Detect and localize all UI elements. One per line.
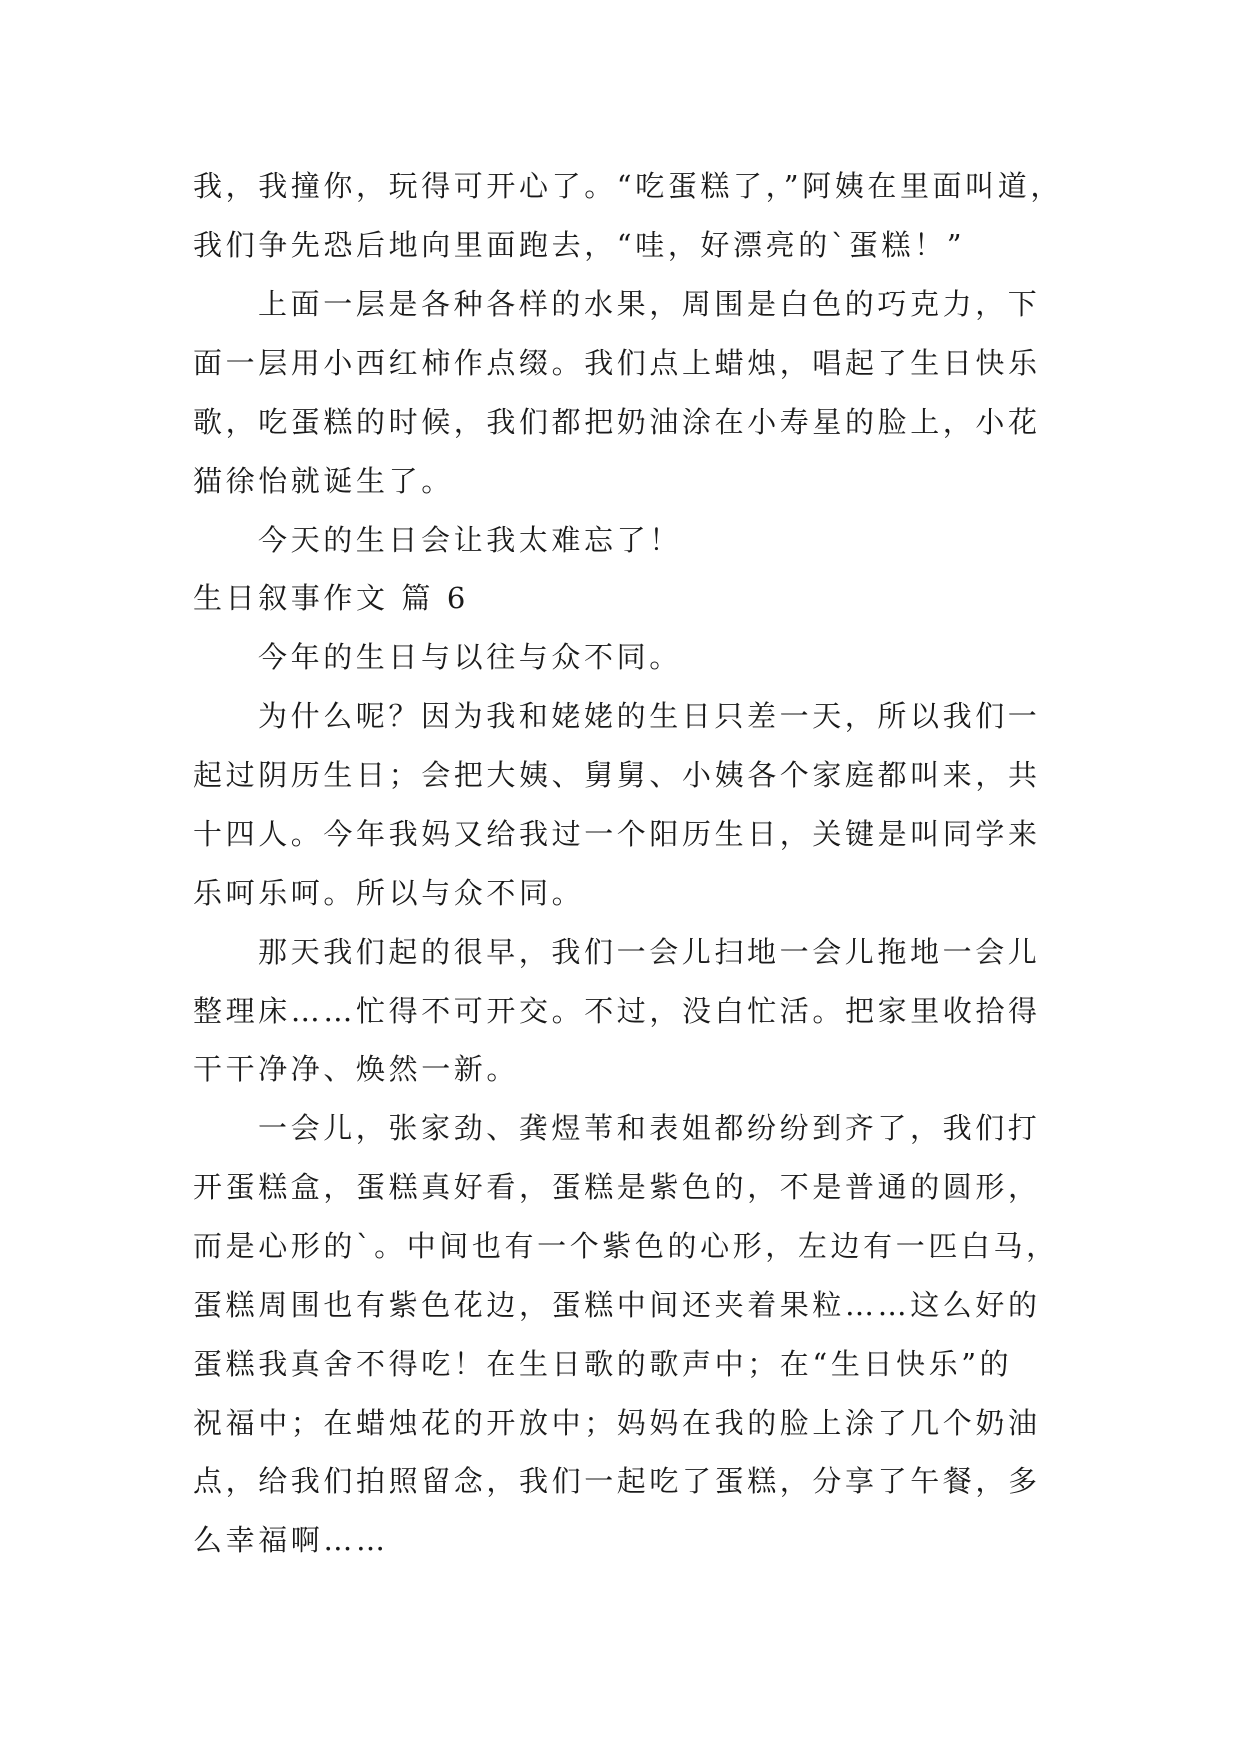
paragraph-start: 上面一层是各种各样的水果，周围是白色的巧克力，下 [258, 287, 1041, 321]
text-line: 我们争先恐后地向里面跑去，“哇，好漂亮的`蛋糕！” [193, 228, 966, 262]
text-line: 十四人。今年我妈又给我过一个阳历生日，关键是叫同学来 [193, 817, 1041, 851]
text-line: 乐呵乐呵。所以与众不同。 [193, 876, 585, 910]
text-line: 整理床……忙得不可开交。不过，没白忙活。把家里收拾得 [193, 994, 1041, 1028]
text-line: 蛋糕我真舍不得吃！在生日歌的歌声中；在“生日快乐”的 [193, 1347, 1013, 1381]
section-heading: 生日叙事作文 篇 6 [193, 581, 469, 615]
text-line: 面一层用小西红柿作点缀。我们点上蜡烛，唱起了生日快乐 [193, 346, 1041, 380]
text-line: 祝福中；在蜡烛花的开放中；妈妈在我的脸上涂了几个奶油 [193, 1406, 1041, 1440]
text-line: 猫徐怡就诞生了。 [193, 464, 454, 498]
text-line: 点，给我们拍照留念，我们一起吃了蛋糕，分享了午餐，多 [193, 1464, 1041, 1498]
text-line: 干干净净、焕然一新。 [193, 1052, 520, 1086]
text-line: 歌，吃蛋糕的时候，我们都把奶油涂在小寿星的脸上，小花 [193, 405, 1041, 439]
text-line: 而是心形的`。中间也有一个紫色的心形，左边有一匹白马， [193, 1229, 1059, 1263]
text-line: 蛋糕周围也有紫色花边，蛋糕中间还夹着果粒……这么好的 [193, 1288, 1041, 1322]
text-line: 开蛋糕盒，蛋糕真好看，蛋糕是紫色的，不是普通的圆形， [193, 1170, 1041, 1204]
paragraph-start: 一会儿，张家劲、龚煜苇和表姐都纷纷到齐了，我们打 [258, 1111, 1041, 1145]
text-line: 我，我撞你，玩得可开心了。“吃蛋糕了，”阿姨在里面叫道， [193, 169, 1063, 203]
text-line: 起过阴历生日；会把大姨、舅舅、小姨各个家庭都叫来，共 [193, 758, 1041, 792]
paragraph-start: 今天的生日会让我太难忘了！ [258, 523, 682, 557]
text-line: 么幸福啊…… [193, 1523, 389, 1557]
paragraph-start: 为什么呢？因为我和姥姥的生日只差一天，所以我们一 [258, 699, 1041, 733]
paragraph-start: 那天我们起的很早，我们一会儿扫地一会儿拖地一会儿 [258, 935, 1041, 969]
paragraph-start: 今年的生日与以往与众不同。 [258, 640, 682, 674]
